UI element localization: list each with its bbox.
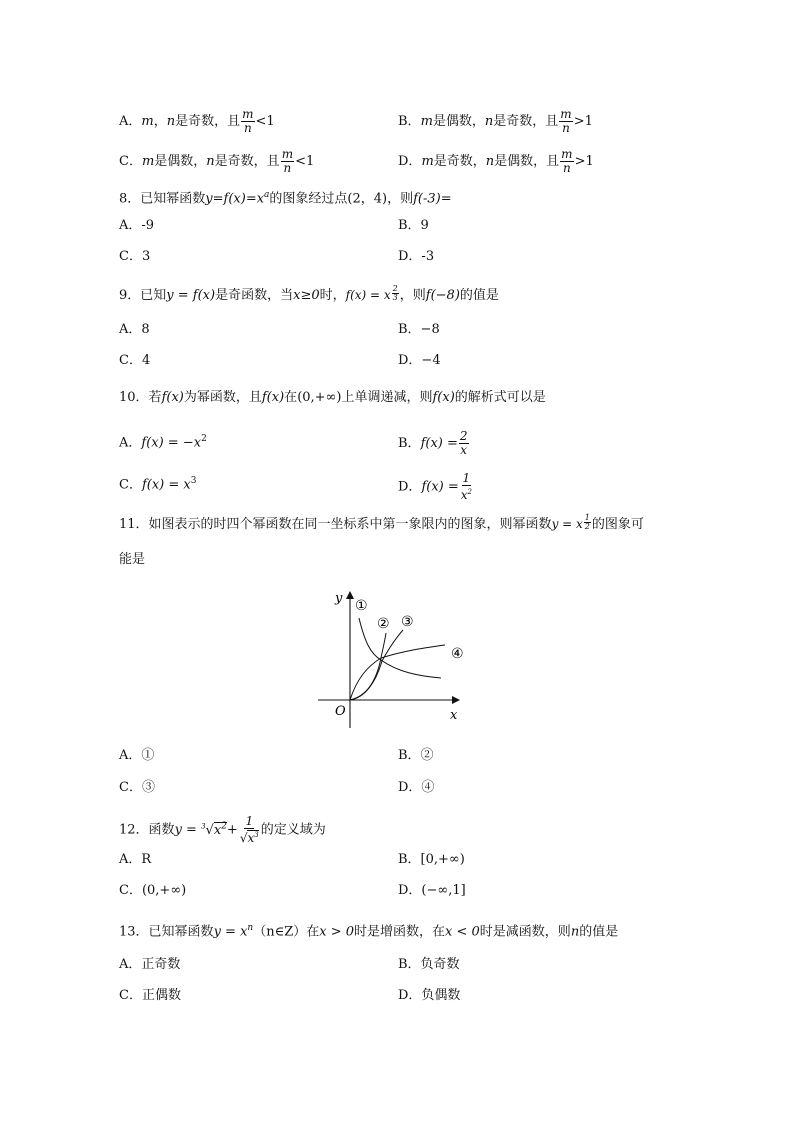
q13-option-a: A．正奇数 <box>119 957 181 972</box>
numerator: m <box>561 147 573 161</box>
question-text: 是奇函数，当 <box>215 288 294 303</box>
question-8 <box>119 186 452 208</box>
exponent: 2 <box>201 434 207 444</box>
y-axis-label: y <box>335 591 343 606</box>
fraction <box>460 472 473 502</box>
math-expression: y = x <box>213 924 248 940</box>
question-text: 已知 <box>140 288 167 303</box>
question-text: 的定义域为 <box>260 822 326 838</box>
math-expression: （n∈Z） <box>253 924 307 940</box>
option-text: 是偶数， <box>432 114 485 129</box>
q9-option-a: A．8 <box>119 322 150 337</box>
question-12 <box>119 815 326 845</box>
q8-option-c: C．3 <box>119 249 151 264</box>
numerator: 1 <box>245 814 254 828</box>
origin-label: O <box>335 704 346 719</box>
base: x <box>460 488 468 502</box>
denominator: n <box>562 121 570 135</box>
relation: <1 <box>255 114 275 129</box>
option-letter: D． <box>398 154 422 169</box>
var-n: n <box>485 154 495 169</box>
question-text: 若 <box>148 390 162 405</box>
q13-option-b: B．负奇数 <box>398 957 460 972</box>
q10-option-c <box>119 472 196 494</box>
question-text: 函数 <box>148 822 175 838</box>
var-n: n <box>484 114 494 129</box>
radicand <box>214 822 227 838</box>
question-text: 的图象可 <box>591 517 644 532</box>
q7-option-a <box>119 108 275 135</box>
var-m: m <box>141 114 154 129</box>
option-letter: B． <box>398 114 421 129</box>
question-number: 9． <box>119 288 141 303</box>
relation: >1 <box>574 154 594 169</box>
curve-2-label: ② <box>377 616 390 632</box>
math-expression: y = <box>174 822 197 838</box>
q7-option-b <box>398 108 593 135</box>
fraction <box>281 148 294 175</box>
base: x <box>247 831 255 845</box>
question-text: 在 <box>284 390 298 405</box>
q11-option-a: A．① <box>119 748 155 763</box>
var-m: m <box>141 154 155 169</box>
exponent-fraction <box>392 285 399 302</box>
numerator: m <box>281 147 294 161</box>
math-expression: x≥0 <box>293 288 320 303</box>
question-text: 为幂函数，且 <box>183 390 262 405</box>
denominator: x <box>460 443 468 457</box>
question-text: 的值是 <box>459 288 499 303</box>
math-expression: (0,+∞) <box>297 390 342 405</box>
q10-option-d <box>398 472 474 502</box>
question-text: 的图象经过点(2，4)，则 <box>269 191 414 207</box>
question-text: 在 <box>306 924 320 940</box>
numerator: 1 <box>462 471 471 485</box>
question-number: 8． <box>119 191 141 207</box>
q7-option-c <box>119 148 314 175</box>
root-index: 3 <box>201 822 206 831</box>
question-number: 12． <box>119 822 149 838</box>
q12-option-c: C．(0,+∞) <box>119 883 187 898</box>
cube-root: $^3√x^2$ <box>201 821 227 838</box>
question-text: 的值是 <box>579 924 619 940</box>
math-expression: y = f(x) <box>166 288 216 303</box>
q9-option-d: D．−4 <box>398 353 441 368</box>
question-number: 10． <box>119 390 149 405</box>
exponent: a <box>264 190 270 200</box>
curve-3-label: ③ <box>401 614 414 630</box>
var-n: n <box>206 154 215 169</box>
q12-option-d: D．(−∞,1] <box>398 883 466 898</box>
question-11-line-1 <box>119 514 644 534</box>
denominator: 2 <box>584 522 590 531</box>
curve-3 <box>350 630 403 700</box>
denominator: 3 <box>392 293 398 302</box>
q8-option-d: D．-3 <box>398 249 435 264</box>
curve-1 <box>359 618 441 678</box>
relation: >1 <box>573 114 593 129</box>
math-expression: f(x) = x <box>345 288 391 302</box>
numerator: 2 <box>392 284 398 293</box>
q11-option-c: C．③ <box>119 780 155 795</box>
q13-option-c: C．正偶数 <box>119 988 181 1003</box>
math-expression: f(x) <box>261 390 285 405</box>
option-text: 是奇数，且 <box>214 154 280 169</box>
question-text: 已知幂函数 <box>148 924 214 940</box>
question-text: 时是增函数，在 <box>354 924 446 940</box>
q8-option-a: A．-9 <box>119 218 155 233</box>
question-text: 已知幂函数 <box>140 191 206 207</box>
math-expression: f(x) = x <box>141 477 191 493</box>
curve-4-label: ④ <box>451 646 464 662</box>
fraction <box>559 108 572 135</box>
exponent: 2 <box>221 821 227 832</box>
denominator: n <box>283 161 292 175</box>
q11-option-d: D．④ <box>398 780 435 795</box>
question-13 <box>119 919 618 941</box>
var-n: n <box>166 114 176 129</box>
math-expression: f(x) = <box>420 436 458 451</box>
numerator: 2 <box>459 429 468 443</box>
q7-option-d <box>398 148 594 175</box>
denominator: n <box>563 161 571 175</box>
q12-option-b: B．[0,+∞) <box>398 852 465 867</box>
plus-sign: + <box>226 822 238 838</box>
q12-option-a: A．R <box>119 852 152 867</box>
question-text: 上单调递减，则 <box>341 390 433 405</box>
exponent: 2 <box>467 488 472 496</box>
relation: <1 <box>295 154 315 169</box>
exponent: n <box>247 923 254 933</box>
q10-option-a <box>119 430 207 452</box>
q9-option-c: C．4 <box>119 353 151 368</box>
math-expression: x > 0 <box>319 924 355 940</box>
question-text: ，则 <box>399 288 426 303</box>
option-letter: B． <box>398 436 421 451</box>
q13-option-d: D．负偶数 <box>398 988 461 1003</box>
option-letter: A． <box>119 435 142 451</box>
question-number: 13． <box>119 924 149 940</box>
denominator: $√x^3$ <box>239 831 259 845</box>
option-letter: C． <box>119 477 142 493</box>
math-expression: f(x) = −x <box>141 435 202 451</box>
math-expression: f(−8) <box>425 288 460 303</box>
x-axis-label: x <box>450 708 458 723</box>
curve-1-label: ① <box>355 598 368 614</box>
question-number: 11． <box>119 517 149 532</box>
math-expression: f(-3)= <box>413 191 452 207</box>
math-expression: f(x) <box>161 390 184 405</box>
exponent-fraction <box>584 514 591 531</box>
q8-option-b: B．9 <box>398 218 429 233</box>
math-expression: y=f(x)=x <box>205 191 265 207</box>
denominator: n <box>243 121 252 135</box>
question-text: 时， <box>319 288 346 303</box>
exponent: 3 <box>190 476 197 486</box>
question-11-line-2: 能是 <box>119 552 146 567</box>
power-function-graph <box>313 588 473 737</box>
radicand <box>247 830 258 845</box>
option-text: 是奇数，且 <box>493 114 559 129</box>
math-expression: n <box>570 924 580 940</box>
option-letter: C． <box>119 154 142 169</box>
question-text: 时是减函数，则 <box>479 924 571 940</box>
separator: ， <box>153 114 167 129</box>
math-expression: f(x) = <box>421 479 459 495</box>
q10-option-b <box>398 430 470 457</box>
fraction <box>459 430 469 457</box>
denominator <box>460 486 473 502</box>
numerator: m <box>242 107 254 121</box>
question-9 <box>119 285 499 305</box>
fraction <box>241 108 254 135</box>
math-expression: f(x) <box>432 390 455 405</box>
curve-4 <box>350 645 445 700</box>
question-10 <box>119 389 546 407</box>
var-m: m <box>420 114 433 129</box>
option-text: 是偶数，且 <box>494 154 560 169</box>
q9-option-b: B．−8 <box>398 322 440 337</box>
question-text: 的解析式可以是 <box>454 390 546 405</box>
numerator: m <box>560 107 572 121</box>
math-expression: y = x <box>551 517 583 531</box>
base: x <box>213 822 222 838</box>
fraction <box>239 815 260 845</box>
option-text: 是奇数， <box>433 154 486 169</box>
option-text: 是偶数， <box>154 154 207 169</box>
var-m: m <box>421 154 434 169</box>
option-letter: A． <box>119 114 142 129</box>
option-text: 是奇数，且 <box>175 114 241 129</box>
option-letter: D． <box>398 479 422 495</box>
q11-option-b: B．② <box>398 748 434 763</box>
question-text: 如图表示的时四个幂函数在同一坐标系中第一象限内的图象，则幂函数 <box>148 517 552 532</box>
math-expression: x < 0 <box>445 924 480 940</box>
exponent: 3 <box>254 831 259 839</box>
numerator: 1 <box>584 513 590 522</box>
fraction <box>560 148 573 175</box>
